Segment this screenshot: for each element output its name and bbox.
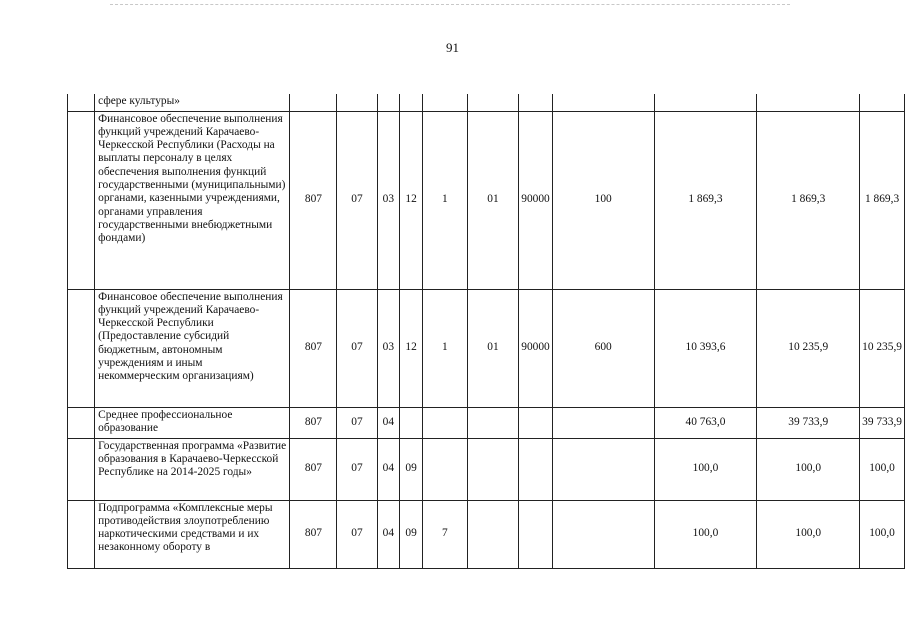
code-cell-2: 04 <box>377 500 400 568</box>
code-cell-3: 12 <box>400 111 423 289</box>
row-index-cell <box>68 289 95 407</box>
amount-cell-0: 10 393,6 <box>654 289 757 407</box>
amount-cell-0: 40 763,0 <box>654 407 757 438</box>
row-index-cell <box>68 94 95 111</box>
code-cell-2 <box>377 94 400 111</box>
code-cell-2: 04 <box>377 438 400 500</box>
scan-edge-line <box>110 4 790 6</box>
code-cell-0: 807 <box>290 438 337 500</box>
amount-cell-1: 10 235,9 <box>757 289 860 407</box>
code-cell-4: 1 <box>423 111 468 289</box>
code-cell-5 <box>467 438 519 500</box>
code-cell-7 <box>552 438 654 500</box>
code-cell-5 <box>467 407 519 438</box>
amount-cell-2: 10 235,9 <box>860 289 905 407</box>
amount-cell-1: 100,0 <box>757 438 860 500</box>
code-cell-7 <box>552 500 654 568</box>
code-cell-0: 807 <box>290 289 337 407</box>
code-cell-6: 90000 <box>519 289 552 407</box>
amount-cell-1: 1 869,3 <box>757 111 860 289</box>
amount-cell-0: 1 869,3 <box>654 111 757 289</box>
code-cell-4: 7 <box>423 500 468 568</box>
code-cell-2: 03 <box>377 289 400 407</box>
code-cell-4 <box>423 438 468 500</box>
code-cell-1: 07 <box>337 438 377 500</box>
amount-cell-1 <box>757 94 860 111</box>
amount-cell-1: 100,0 <box>757 500 860 568</box>
table-row <box>68 407 905 438</box>
table-row <box>68 289 905 407</box>
code-cell-4 <box>423 94 468 111</box>
amount-cell-2: 39 733,9 <box>860 407 905 438</box>
code-cell-5: 01 <box>467 111 519 289</box>
code-cell-4 <box>423 407 468 438</box>
code-cell-7: 100 <box>552 111 654 289</box>
amount-cell-0: 100,0 <box>654 500 757 568</box>
row-index-cell <box>68 407 95 438</box>
code-cell-6 <box>519 500 552 568</box>
table-row <box>68 94 905 111</box>
code-cell-0: 807 <box>290 500 337 568</box>
row-name-cell: Среднее профессиональное образование <box>95 407 290 438</box>
code-cell-1 <box>337 94 377 111</box>
code-cell-6 <box>519 438 552 500</box>
amount-cell-1: 39 733,9 <box>757 407 860 438</box>
code-cell-0: 807 <box>290 407 337 438</box>
code-cell-1: 07 <box>337 111 377 289</box>
code-cell-1: 07 <box>337 289 377 407</box>
budget-table <box>67 94 905 569</box>
row-name-cell: Финансовое обеспечение выполнения функций учреждений Карачаево-Черкесской Республики (Расходы на выплаты персоналу в целях обеспечения выполнения функций государственными (муниципальными) органами, казенными учреждениями, органами управления государственными внебюджетными фондами) <box>95 111 290 289</box>
code-cell-5: 01 <box>467 289 519 407</box>
code-cell-6: 90000 <box>519 111 552 289</box>
code-cell-2: 03 <box>377 111 400 289</box>
code-cell-7 <box>552 407 654 438</box>
code-cell-7: 600 <box>552 289 654 407</box>
code-cell-0: 807 <box>290 111 337 289</box>
code-cell-3: 09 <box>400 500 423 568</box>
table-row <box>68 438 905 500</box>
code-cell-3 <box>400 407 423 438</box>
amount-cell-2 <box>860 94 905 111</box>
row-name-cell: сфере культуры» <box>95 94 290 111</box>
row-name-cell: Финансовое обеспечение выполнения функций учреждений Карачаево-Черкесской Республики (Предоставление субсидий бюджетным, автономным учреждениям и иным некоммерческим организациям) <box>95 289 290 407</box>
amount-cell-0: 100,0 <box>654 438 757 500</box>
amount-cell-2: 100,0 <box>860 438 905 500</box>
amount-cell-2: 1 869,3 <box>860 111 905 289</box>
row-index-cell <box>68 500 95 568</box>
code-cell-5 <box>467 94 519 111</box>
code-cell-0 <box>290 94 337 111</box>
code-cell-6 <box>519 407 552 438</box>
code-cell-6 <box>519 94 552 111</box>
code-cell-3: 12 <box>400 289 423 407</box>
code-cell-3 <box>400 94 423 111</box>
code-cell-1: 07 <box>337 500 377 568</box>
code-cell-7 <box>552 94 654 111</box>
table-row <box>68 111 905 289</box>
code-cell-1: 07 <box>337 407 377 438</box>
page-number: 91 <box>446 40 459 55</box>
amount-cell-2: 100,0 <box>860 500 905 568</box>
row-index-cell <box>68 438 95 500</box>
code-cell-5 <box>467 500 519 568</box>
row-name-cell: Государственная программа «Развитие образования в Карачаево-Черкесской Республике на 2014-2025 годы» <box>95 438 290 500</box>
code-cell-4: 1 <box>423 289 468 407</box>
row-name-cell: Подпрограмма «Комплексные меры противодействия злоупотреблению наркотическими средствами и их незаконному обороту в <box>95 500 290 568</box>
amount-cell-0 <box>654 94 757 111</box>
code-cell-3: 09 <box>400 438 423 500</box>
table-row <box>68 500 905 568</box>
row-index-cell <box>68 111 95 289</box>
code-cell-2: 04 <box>377 407 400 438</box>
